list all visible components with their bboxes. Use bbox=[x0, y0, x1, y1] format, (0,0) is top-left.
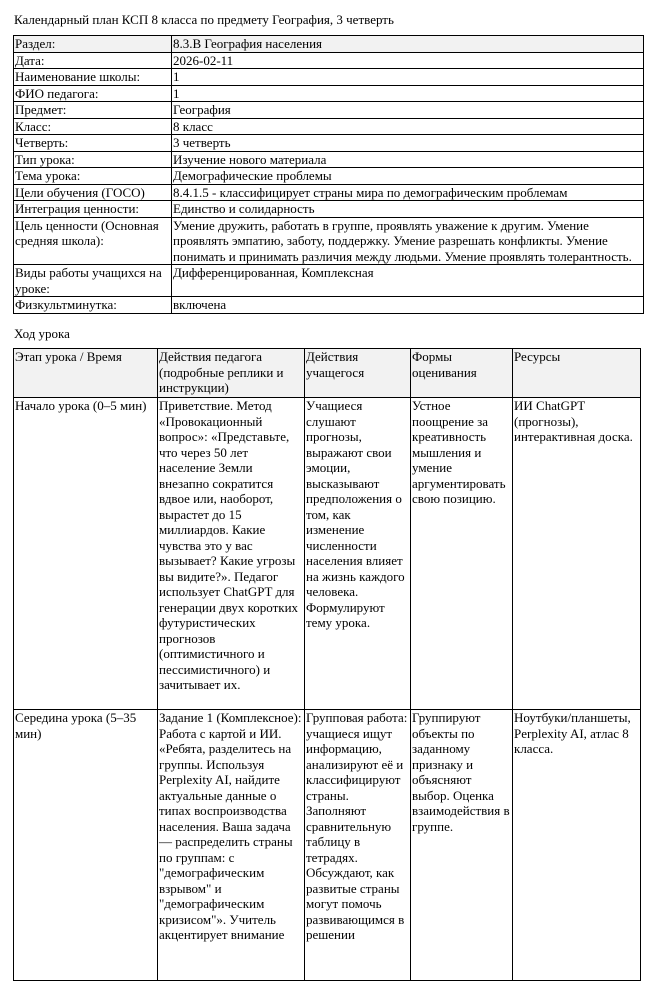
info-label: Тип урока: bbox=[14, 151, 172, 168]
info-row-grade bbox=[14, 118, 644, 135]
info-row-learning-goals bbox=[14, 184, 644, 201]
info-label: Четверть: bbox=[14, 135, 172, 152]
info-label: Класс: bbox=[14, 118, 172, 135]
info-value: Дифференцированная, Комплексная bbox=[172, 265, 644, 297]
info-label: Предмет: bbox=[14, 102, 172, 119]
info-row-quarter bbox=[14, 135, 644, 152]
info-value: 8.3.В География населения bbox=[172, 36, 644, 53]
info-row-physical-break bbox=[14, 297, 644, 314]
info-label: Цели обучения (ГОСО) bbox=[14, 184, 172, 201]
info-row-school bbox=[14, 69, 644, 86]
info-row-topic bbox=[14, 168, 644, 185]
table-header-row bbox=[14, 349, 641, 398]
info-label: Цель ценности (Основная средняя школа): bbox=[14, 217, 172, 265]
teacher-actions-cell: Задание 1 (Комплексное): Работа с картой и ИИ. «Ребята, разделитесь на группы. Используя Perplexity AI, найдите актуальные данные о типах воспроизводства населения. Ваша задача — распределить страны по группам: с "демографическим взрывом" и "демографическим кризисом"». Учитель акцентирует внимание bbox=[158, 710, 305, 981]
stage-cell: Начало урока (0–5 мин) bbox=[14, 398, 158, 710]
info-value: 1 bbox=[172, 85, 644, 102]
lesson-flow-heading: Ход урока bbox=[14, 326, 70, 341]
student-actions-cell: Учащиеся слушают прогнозы, выражают свои эмоции, высказывают предположения о том, как изменение численности населения влияет на жизнь каждого человека. Формулируют тему урока. bbox=[305, 398, 411, 710]
document-title: Календарный план КСП 8 класса по предмету География, 3 четверть bbox=[14, 12, 394, 27]
lesson-info-table bbox=[13, 35, 644, 314]
info-value: Изучение нового материала bbox=[172, 151, 644, 168]
column-header-teacher-actions: Действия педагога (подробные реплики и инструкции) bbox=[158, 349, 305, 398]
info-row-teacher bbox=[14, 85, 644, 102]
info-value: Демографические проблемы bbox=[172, 168, 644, 185]
info-value: включена bbox=[172, 297, 644, 314]
assessment-cell: Группируют объекты по заданному признаку и объясняют выбор. Оценка взаимодействия в группе. bbox=[411, 710, 513, 981]
column-header-resources: Ресурсы bbox=[513, 349, 641, 398]
info-label: Наименование школы: bbox=[14, 69, 172, 86]
info-label: Виды работы учащихся на уроке: bbox=[14, 265, 172, 297]
info-value: 2026-02-11 bbox=[172, 52, 644, 69]
info-label: Дата: bbox=[14, 52, 172, 69]
info-row-value-goal bbox=[14, 217, 644, 265]
info-row-date bbox=[14, 52, 644, 69]
info-value: 8.4.1.5 - классифицирует страны мира по демографическим проблемам bbox=[172, 184, 644, 201]
resources-cell: ИИ ChatGPT (прогнозы), интерактивная доска. bbox=[513, 398, 641, 710]
info-label: Интеграция ценности: bbox=[14, 201, 172, 218]
info-label: Физкультминутка: bbox=[14, 297, 172, 314]
info-value: 3 четверть bbox=[172, 135, 644, 152]
info-value: Умение дружить, работать в группе, проявлять уважение к другим. Умение проявлять эмпатию, заботу, поддержку. Умение разрешать конфликты. Умение понимать и принимать различия между людьми. Умение проявлять толерантность. bbox=[172, 217, 644, 265]
info-row-lesson-type bbox=[14, 151, 644, 168]
info-label: ФИО педагога: bbox=[14, 85, 172, 102]
table-row bbox=[14, 398, 641, 710]
stage-cell: Середина урока (5–35 мин) bbox=[14, 710, 158, 981]
teacher-actions-cell: Приветствие. Метод «Провокационный вопрос»: «Представьте, что через 50 лет население Земли внезапно сократится вдвое или, наоборот, вырастет до 15 миллиардов. Какие чувства это у вас вызывает? Какие угрозы вы видите?». Педагог использует ChatGPT для генерации двух коротких футуристических прогнозов (оптимистичного и пессимистичного) и зачитывает их. bbox=[158, 398, 305, 710]
table-row bbox=[14, 710, 641, 981]
column-header-assessment: Формы оценивания bbox=[411, 349, 513, 398]
column-header-stage: Этап урока / Время bbox=[14, 349, 158, 398]
info-value: Единство и солидарность bbox=[172, 201, 644, 218]
info-label: Тема урока: bbox=[14, 168, 172, 185]
info-row-subject bbox=[14, 102, 644, 119]
assessment-cell: Устное поощрение за креативность мышления и умение аргументировать свою позицию. bbox=[411, 398, 513, 710]
column-header-student-actions: Действия учащегося bbox=[305, 349, 411, 398]
info-row-work-types bbox=[14, 265, 644, 297]
lesson-flow-table bbox=[13, 348, 641, 981]
info-value: 8 класс bbox=[172, 118, 644, 135]
info-label: Раздел: bbox=[14, 36, 172, 53]
info-row-section bbox=[14, 36, 644, 53]
info-value: География bbox=[172, 102, 644, 119]
student-actions-cell: Групповая работа: учащиеся ищут информацию, анализируют её и классифицируют страны. Заполняют сравнительную таблицу в тетрадях. Обсуждают, как развитые страны могут помочь развивающимся в решении bbox=[305, 710, 411, 981]
info-row-value-integration bbox=[14, 201, 644, 218]
resources-cell: Ноутбуки/планшеты, Perplexity AI, атлас 8 класса. bbox=[513, 710, 641, 981]
info-value: 1 bbox=[172, 69, 644, 86]
